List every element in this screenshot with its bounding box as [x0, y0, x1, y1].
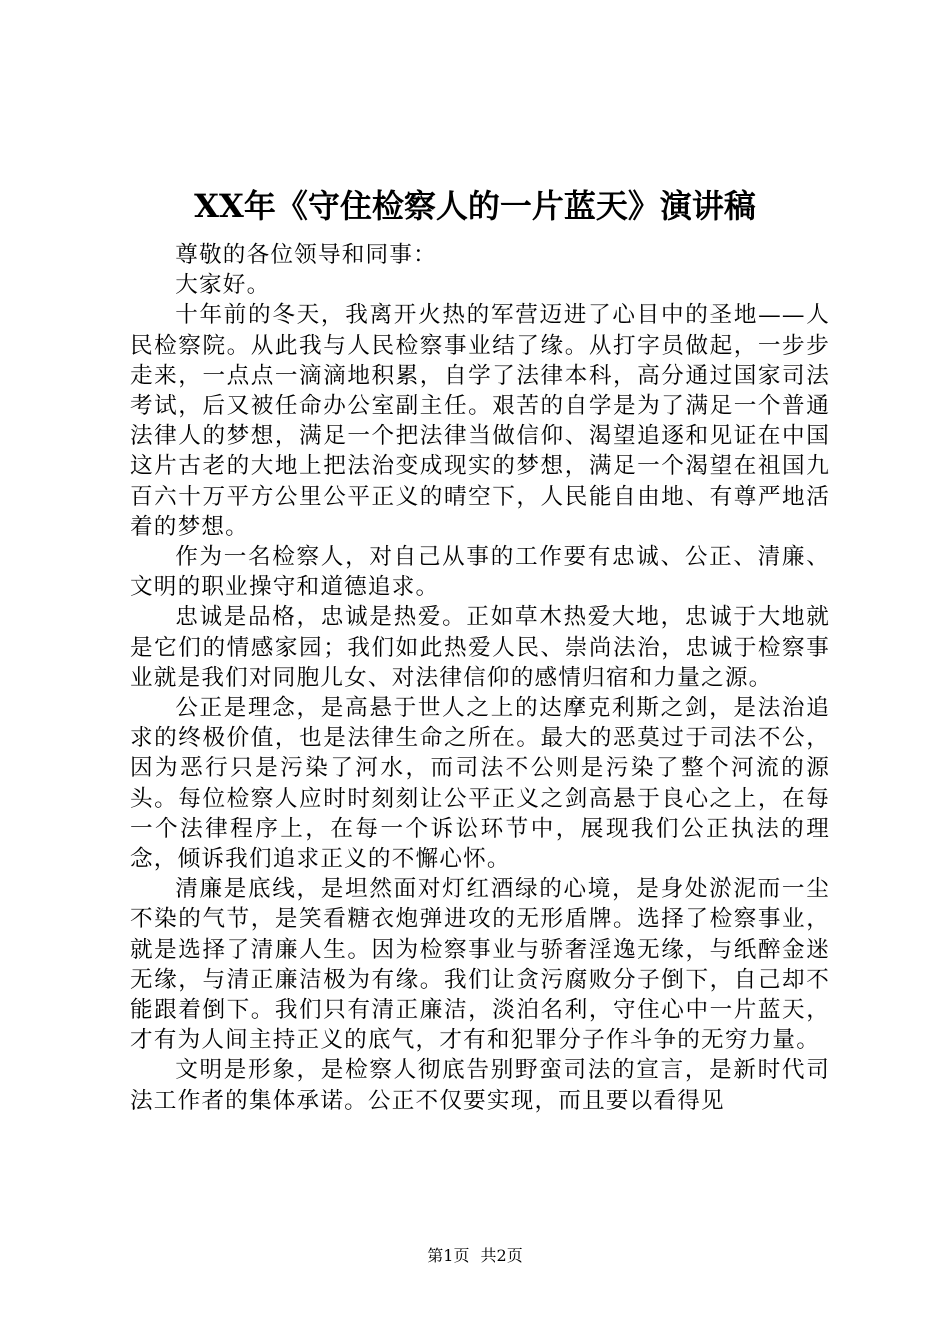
page-number: 第1页 — [427, 1246, 470, 1265]
paragraph: 十年前的冬天，我离开火热的军营迈进了心目中的圣地——人民检察院。从此我与人民检察事业结了缘。从打字员做起，一步步走来，一点点一滴滴地积累，自学了法律本科，高分通过国家司法考试，后又被任命办公室副主任。艰苦的自学是为了满足一个普通法律人的梦想，满足一个把法律当做信仰、渴望追逐和见证在中国这片古老的大地上把法治变成现实的梦想，满足一个渴望在祖国九百六十万平方公里公平正义的晴空下，人民能自由地、有尊严地活着的梦想。 — [130, 302, 830, 540]
paragraph: 公正是理念，是高悬于世人之上的达摩克利斯之剑，是法治追求的终极价值，也是法律生命之所在。最大的恶莫过于司法不公，因为恶行只是污染了河水，而司法不公则是污染了整个河流的源头。每位检察人应时时刻刻让公平正义之剑高悬于良心之上，在每一个法律程序上，在每一个诉讼环节中，展现我们公正执法的理念，倾诉我们追求正义的不懈心怀。 — [130, 695, 830, 873]
paragraph: 作为一名检察人，对自己从事的工作要有忠诚、公正、清廉、文明的职业操守和道德追求。 — [130, 544, 830, 601]
paragraph: 忠诚是品格，忠诚是热爱。正如草木热爱大地，忠诚于大地就是它们的情感家园；我们如此热爱人民、崇尚法治，忠诚于检察事业就是我们对同胞儿女、对法律信仰的感情归宿和力量之源。 — [130, 604, 830, 691]
paragraph: 清廉是底线，是坦然面对灯红酒绿的心境，是身处淤泥而一尘不染的气节，是笑看糖衣炮弹进攻的无形盾牌。选择了检察事业，就是选择了清廉人生。因为检察事业与骄奢淫逸无缘，与纸醉金迷无缘，与清正廉洁极为有缘。我们让贪污腐败分子倒下，自己却不能跟着倒下。我们只有清正廉洁，淡泊名利，守住心中一片蓝天，才有为人间主持正义的底气，才有和犯罪分子作斗争的无穷力量。 — [130, 876, 830, 1054]
page-total: 共2页 — [480, 1246, 523, 1265]
document-body — [130, 240, 830, 1116]
page-footer — [0, 1244, 950, 1268]
salutation: 尊敬的各位领导和同事： — [175, 242, 437, 268]
document-title: XX年《守住检察人的一片蓝天》演讲稿 — [194, 187, 756, 225]
paragraph: 文明是形象，是检察人彻底告别野蛮司法的宣言，是新时代司法工作者的集体承诺。公正不仅要实现，而且要以看得见 — [130, 1057, 830, 1114]
greeting: 大家好。 — [175, 272, 271, 299]
